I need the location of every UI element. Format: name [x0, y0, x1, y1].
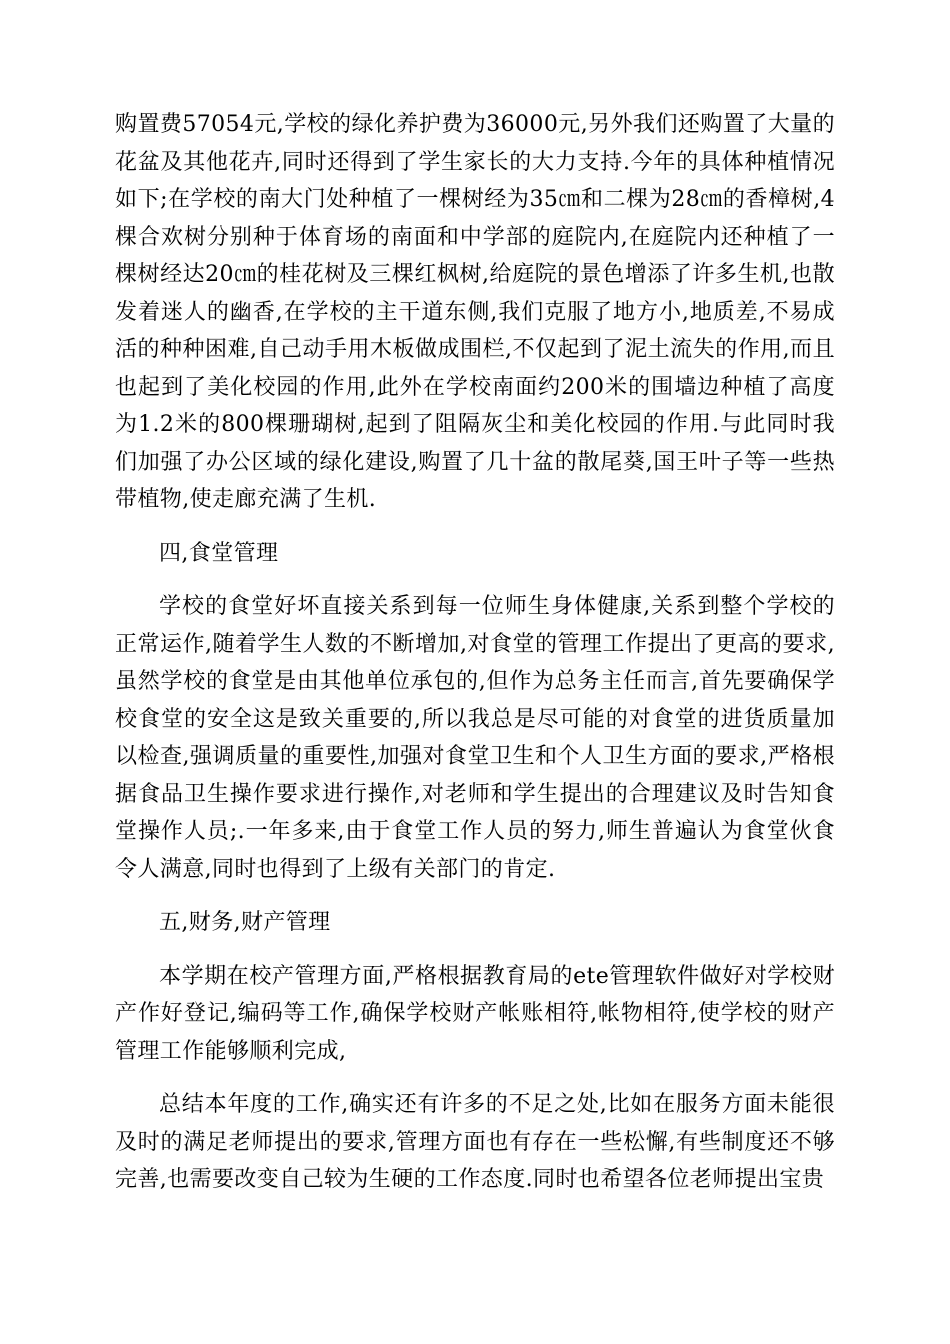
paragraph-canteen: 学校的食堂好坏直接关系到每一位师生身体健康,关系到整个学校的正常运作,随着学生人数的不断增加,对食堂的管理工作提出了更高的要求,虽然学校的食堂是由其他单位承包的,但作为总务主任而言,首先要确保学校食堂的安全这是致关重要的,所以我总是尽可能的对食堂的进货质量加以检查,强调质量的重要性,加强对食堂卫生和个人卫生方面的要求,严格根据食品卫生操作要求进行操作,对老师和学生提出的合理建议及时告知食堂操作人员;.一年多来,由于食堂工作人员的努力,师生普遍认为食堂伙食令人满意,同时也得到了上级有关部门的肯定.: [115, 594, 835, 882]
paragraph-gap: [115, 888, 835, 904]
section-heading-finance: 五,财务,财产管理: [159, 910, 331, 935]
paragraph-gap: [115, 519, 835, 535]
section-heading-canteen: 四,食堂管理: [159, 540, 279, 566]
paragraph-property: 本学期在校产管理方面,严格根据教育局的ete管理软件做好对学校财产作好登记,编码等工作,确保学校财产帐账相符,帐物相符,使学校的财产管理工作能够顺利完成,: [115, 963, 835, 1064]
paragraph-gap: [115, 1070, 835, 1086]
paragraph-gap: [115, 942, 835, 958]
document-body: [115, 106, 835, 1199]
paragraph-greening: 购置费57054元,学校的绿化养护费为36000元,另外我们还购置了大量的花盆及其他花卉,同时还得到了学生家长的大力支持.今年的具体种植情况如下;在学校的南大门处种植了一棵树经为35㎝和二棵为28㎝的香樟树,4棵合欢树分别种于体育场的南面和中学部的庭院内,在庭院内还种植了一棵树经达20㎝的桂花树及三棵红枫树,给庭院的景色增添了许多生机,也散发着迷人的幽香,在学校的主干道东侧,我们克服了地方小,地质差,不易成活的种种困难,自己动手用木板做成围栏,不仅起到了泥土流失的作用,而且也起到了美化校园的作用,此外在学校南面约200米的围墙边种植了高度为1.2米的800棵珊瑚树,起到了阻隔灰尘和美化校园的作用.与此同时我们加强了办公区域的绿化建设,购置了几十盆的散尾葵,国王叶子等一些热带植物,使走廊充满了生机.: [115, 112, 835, 512]
paragraph-gap: [115, 572, 835, 588]
paragraph-summary: 总结本年度的工作,确实还有许多的不足之处,比如在服务方面未能很及时的满足老师提出的要求,管理方面也有存在一些松懈,有些制度还不够完善,也需要改变自己较为生硬的工作态度.同时也希望各位老师提出宝贵: [115, 1092, 835, 1192]
